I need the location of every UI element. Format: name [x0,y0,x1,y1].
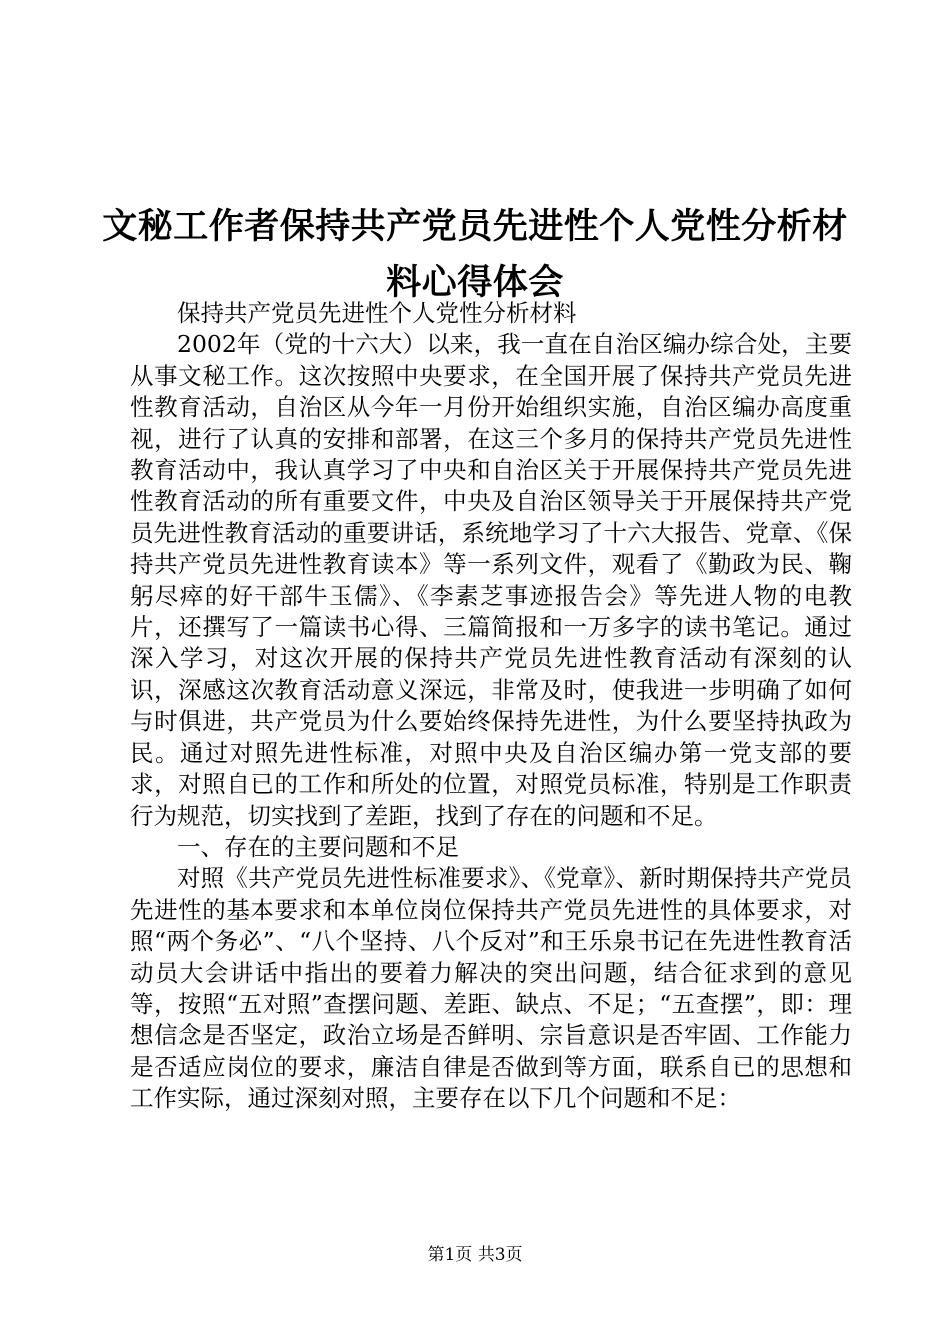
page-footer: 第1页 共3页 [427,1245,523,1265]
paragraph-problems: 对照《共产党员先进性标准要求》、《党章》、新时期保持共产党员先进性的基本要求和本单位岗位保持共产党员先进性的具体要求，对照“两个务必”、“八个坚持、八个反对”和王乐泉书记在先进性教育活动员大会讲话中指出的要着力解决的突出问题，结合征求到的意见等，按照“五对照”查摆问题、差距、缺点、不足；“五查摆”，即：理想信念是否坚定，政治立场是否鲜明、宗旨意识是否牢固、工作能力是否适应岗位的要求，廉洁自律是否做到等方面，联系自已的思想和工作实际，通过深刻对照，主要存在以下几个问题和不足： [130,864,852,1113]
paragraph-subtitle: 保持共产党员先进性个人党性分析材料 [177,299,577,327]
section-heading: 一、存在的主要问题和不足 [177,832,459,861]
document-title: 文秘工作者保持共产党员先进性个人党性分析材料心得体会 [102,207,848,304]
paragraph-intro: 2002年（党的十六大）以来，我一直在自治区编办综合处，主要从事文秘工作。这次按照中央要求，在全国开展了保持共产党员先进性教育活动，自治区从今年一月份开始组织实施，自治区编办高度重视，进行了认真的安排和部署，在这三个多月的保持共产党员先进性教育活动中，我认真学习了中央和自治区关于开展保持共产党员先进性教育活动的所有重要文件，中央及自治区领导关于开展保持共产党员先进性教育活动的重要讲话，系统地学习了十六大报告、党章、《保持共产党员先进性教育读本》等一系列文件，观看了《勤政为民、鞠躬尽瘁的好干部牛玉儒》、《李素芝事迹报告会》等先进人物的电教片，还撰写了一篇读书心得、三篇简报和一万多字的读书笔记。通过深入学习，对这次开展的保持共产党员先进性教育活动有深刻的认识，深感这次教育活动意义深远，非常及时，使我进一步明确了如何与时俱进，共产党员为什么要始终保持先进性，为什么要坚持执政为民。通过对照先进性标准，对照中央及自治区编办第一党支部的要求，对照自已的工作和所处的位置，对照党员标准，特别是工作职责行为规范，切实找到了差距，找到了存在的问题和不足。 [130,330,852,830]
document-body [130,298,852,1115]
